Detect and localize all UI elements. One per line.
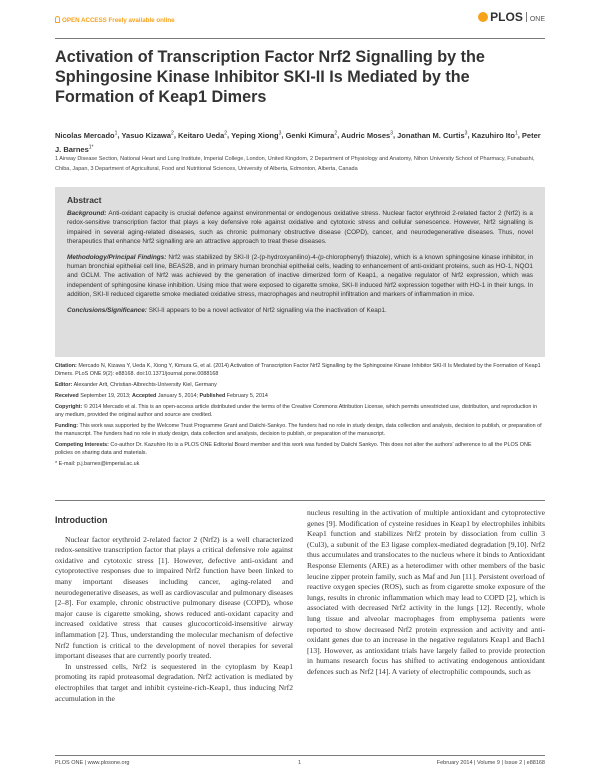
logo-divider (526, 12, 527, 22)
author-name (397, 131, 467, 140)
copyright-text: © 2014 Mercado et al. This is an open-access article distributed under the terms of the Creative Commons Attribution License, which permits unrestricted use, distribution, and reproduction in any medium, provided the original author and source are credited. (55, 404, 538, 418)
competing-label: Competing Interests: (55, 442, 109, 448)
copyright-label: Copyright: (55, 404, 83, 410)
abstract-box (55, 187, 545, 357)
footer-rule (55, 755, 545, 756)
funding-label: Funding: (55, 423, 79, 429)
citation-text: Mercado N, Kizawa Y, Ueda K, Xiong Y, Kimura G, et al. (2014) Activation of Transcription Factor Nrf2 Signalling by the Sphingosine Kinase Inhibitor SKI-II Is Mediated by the Formation of Keap1 Dimers. PLoS ONE 9(2): e88168. doi:10.1371/journal.pone.0088168 (55, 363, 541, 377)
author-affiliation-mark: 1 (114, 130, 118, 136)
author-list: Nicolas Mercado$^1$, Yasuo Kizawa$^2$, Keitaro Ueda$^2$, Yeping Xiong$^3$, Genki Kimura$^2$, Audric Moses$^3$, Jonathan M. Curtis$^3$, Kazuhiro Ito$^1$, Peter J. Barnes$^{1*}$ (55, 130, 541, 154)
body-rule (55, 500, 545, 501)
editor (55, 381, 545, 389)
author-name (341, 131, 393, 140)
intro-heading: Introduction (55, 515, 108, 525)
methods-text: Nrf2 was stabilized by SKI-II (2-(p-hydroxyanilino)-4-(p-chlorophenyl) thiazole), which is a known sphingosine kinase inhibitor, in human bronchial epithelial cell line, BEAS2B, and in primary human bronchial epithelial cells, leading to enhancement of anti-oxidant proteins, such as HO-1, NQO1 and GCLM. The activation of Nrf2 was achieved by the generation of inactive dimerized form of Keap1, a negative regulator of Nrf2 expression, which was independent of sphingosine kinase inhibition. Using mice that were exposed to cigarette smoke, SKI-II induced Nrf2 expression together with HO-1 in their lungs. In addition, SKI-II reduced cigarette smoke mediated oxidative stress, macrophages and neutrophil infiltration and markers of inflammation in mice. (67, 253, 533, 299)
author-name-text: Genki Kimura (285, 130, 335, 140)
citation (55, 362, 545, 378)
footer-issue: February 2014 | Volume 9 | Issue 2 | e88168 (436, 760, 545, 766)
author-name-text: Nicolas Mercado (55, 130, 115, 140)
author-name-text: Jonathan M. Curtis (397, 130, 465, 140)
header-rule (55, 38, 545, 39)
author-affiliation-mark: 2 (171, 130, 174, 136)
author-affiliation-mark: 3 (464, 130, 468, 136)
footer-journal[interactable]: PLOS ONE | www.plosone.org (55, 760, 130, 766)
open-access-banner (55, 16, 175, 24)
author-name (178, 131, 227, 140)
received-date: September 19, 2013; (80, 393, 131, 399)
author-name-text: Yeping Xiong (231, 130, 279, 140)
author-affiliation-mark: 2 (224, 130, 228, 136)
editor-label: Editor: (55, 382, 73, 388)
abstract-background (67, 209, 533, 247)
author-affiliation-mark: 1* (88, 144, 94, 151)
open-lock-icon (55, 16, 60, 23)
author-name (55, 131, 117, 140)
author-name-text: Audric Moses (341, 130, 391, 140)
author-name (472, 131, 518, 140)
body-paragraph: Nuclear factor erythroid 2-related factor 2 (Nrf2) is a well characterized redox-sensitive transcription factor that plays a critical defensive role against oxidative and cytotoxic stress [1]. However, defective anti-oxidant and cytoprotective responses due to impaired Nrf2 function have been linked to many important diseases including cancer, aging-related and neurodegenerative diseases, as well as cardiovascular and pulmonary diseases [2–8]. For example, chronic obstructive pulmonary disease (COPD), whose major cause is cigarette smoking, shows reduced anti-oxidant capacity and increased oxidative stress that causes glucocorticoid-insensitive airway inflammation [2]. Thus, understanding the molecular mechanism of defective Nrf2 function is critical to the development of novel therapies for several important diseases that are currently poorly treated. (55, 534, 293, 661)
body-paragraph: In unstressed cells, Nrf2 is sequestered in the cytoplasm by Keap1 promoting its rapid proteasomal degradation. Nrf2 activation is mediated by electrophiles that target and inhibit cysteine-rich-Keap1, thus inducing Nrf2 accumulation in the (55, 661, 293, 703)
abstract-conclusions (67, 306, 533, 315)
author-name-text: Kazuhiro Ito (471, 130, 515, 140)
author-affiliation-mark: 1 (514, 130, 518, 136)
methods-label: Methodology/Principal Findings: (67, 253, 167, 261)
abstract-methods (67, 253, 533, 300)
conclusions-text: SKI-II appears to be a novel activator of Nrf2 signalling via the inactivation of Keap1. (148, 306, 387, 314)
funding (55, 422, 545, 438)
open-access-label: OPEN ACCESS Freely available online (62, 17, 175, 24)
background-text: Anti-oxidant capacity is crucial defence against environmental or endogenous oxidative stress. Nuclear factor erythroid 2-related factor 2 (Nrf2) is a redox-sensitive transcription factor that plays a key defensive role against oxidative and cytotoxic stress and cellular senescence. However, Nrf2 signalling is impaired in several aging-related diseases, such as chronic pulmonary obstructive disease (COPD), cancer, and neurodegenerative diseases. Thus, novel therapeutics that enhance Nrf2 signalling are an attractive approach to treat these diseases. (67, 210, 533, 246)
page-number: 1 (298, 760, 302, 766)
background-label: Background: (67, 210, 107, 217)
body-column-left (55, 515, 293, 704)
author-affiliation-mark: 3 (278, 130, 282, 136)
author-affiliation-mark: 3 (390, 130, 393, 136)
copyright (55, 403, 545, 419)
article-title: Activation of Transcription Factor Nrf2 Signalling by the Sphingosine Kinase Inhibitor SKI-II Is Mediated by the Formation of Keap1 Dimers (55, 48, 485, 106)
accepted-date: January 5, 2014; (157, 393, 198, 399)
author-name-text: Yasuo Kizawa (121, 130, 172, 140)
published-date: February 5, 2014 (226, 393, 268, 399)
funding-text: This work was supported by the Welcome Trust Programme Grant and Daiichi-Sankyo. The funders had no role in study design, data collection and analysis, decision to publish, or preparation of the manuscript. The funders had no role in study design, data collection and analysis, decision to publish, or preparation of the manuscript. (55, 423, 542, 437)
conclusions-label: Conclusions/Significance: (67, 306, 147, 314)
affiliations: 1 Airway Disease Section, National Heart and Lung Institute, Imperial College, London, United Kingdom, 2 Department of Physiology and Anatomy, Nihon University School of Pharmacy, Funabashi, Chiba, Japan, 3 Department of Agricultural, Food and Nutritional Sciences, University of Alberta, Edmonton, Alberta, Canada (55, 156, 535, 172)
editor-text: Alexander Arlt, Christian-Albrechts-University Kiel, Germany (73, 382, 217, 388)
plos-logo-icon (478, 12, 488, 22)
competing-text: Co-author Dr. Kazuhiro Ito is a PLOS ONE Editorial Board member and this work was funded by Daiichi Sankyo. This does not alter the authors' adherence to all the PLOS ONE policies on sharing data and materials. (55, 442, 532, 456)
abstract-heading: Abstract (67, 195, 102, 205)
body-column-right (307, 508, 545, 678)
author-name (121, 131, 173, 140)
article-metadata (55, 362, 545, 471)
corresponding-email[interactable]: * E-mail: p.j.barnes@imperial.ac.uk (55, 461, 140, 467)
journal-logo (478, 10, 545, 24)
author-name-text: Peter J. Barnes (55, 130, 541, 154)
author-name-text: Keitaro Ueda (178, 130, 225, 140)
competing-interests (55, 441, 545, 457)
received-label: Received (55, 393, 79, 399)
journal-logo-sub: ONE (529, 16, 545, 23)
dates (55, 392, 545, 400)
published-label: Published (199, 393, 226, 399)
author-name (286, 131, 338, 140)
journal-logo-text: PLOS (490, 10, 523, 24)
accepted-label: Accepted (132, 393, 157, 399)
author-affiliation-mark: 2 (334, 130, 338, 136)
author-name (231, 131, 281, 140)
body-paragraph: nucleus resulting in the activation of multiple antioxidant and cytoprotective genes [9]. Modification of cysteine residues in Keap1 by electrophiles inhibits Keap1 function and stabilizes Nrf2 protein by dissociation from cullin 3 (Cul3), a subunit of the E3 ligase complex-mediated degradation [9,10]. Nrf2 thus accumulates and translocates to the nucleus where it binds to Antioxidant Response Elements (ARE) as a heterodimer with other members of the basic leucine zipper protein family, such as Maf and Jun [11]. Persistent overload of reactive oxygen species (ROS), such as from cigarette smoke exposure of the lungs, results in chronic inflammation which may lead to COPD [2], which is associated with decreased Nrf2 activity in the lungs [12]. Recently, whole lung tissue and alveolar macrophages from emphysema patients were reported to show decreased Nrf2 protein expression and activity and anti-oxidant genes due to an increase in the negative regulators Keap1 and Bach1 [13]. However, as antioxidant trials have largely failed to provide protection in humans research focus has shifted to activating endogenous antioxidant defences such as Nrf2 [14]. A variety of electrophilic compounds, such as (307, 508, 545, 676)
page-header (55, 8, 545, 32)
citation-label: Citation: (55, 363, 77, 369)
